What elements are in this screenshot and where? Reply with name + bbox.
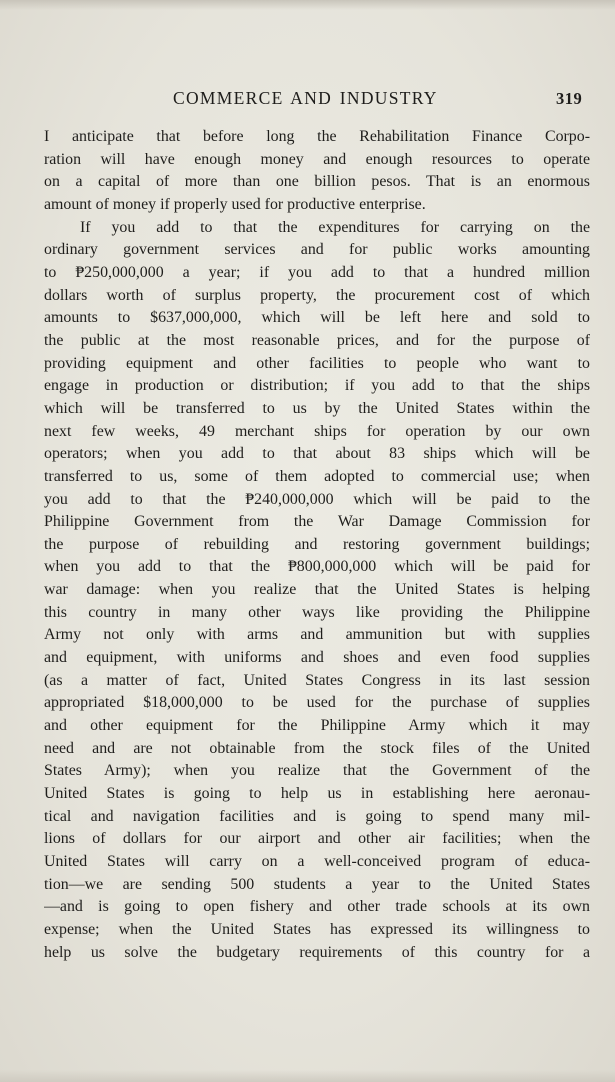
text-line: providing equipment and other facilities to people who want to [44, 354, 590, 372]
text-line: the purpose of rebuilding and restoring government buildings; [44, 535, 590, 553]
text-line: you add to that the ₱240,000,000 which will be paid to the [44, 490, 590, 508]
text-line: United States is going to help us in establishing here aeronau- [44, 785, 590, 803]
running-header [0, 88, 615, 112]
text-line: when you add to that the ₱800,000,000 which will be paid for [44, 558, 590, 576]
text-line: engage in production or distribution; if you add to that the ships [44, 377, 590, 395]
text-line: to ₱250,000,000 a year; if you add to that a hundred million [44, 263, 590, 281]
text-line: Army not only with arms and ammunition but with supplies [44, 626, 590, 644]
text-line: —and is going to open fishery and other trade schools at its own [44, 898, 590, 916]
text-line: ordinary government services and for public works amounting [44, 241, 590, 259]
text-line: Philippine Government from the War Damage Commission for [44, 513, 590, 531]
text-line: the public at the most reasonable prices, and for the purpose of [44, 331, 590, 349]
text-line: lions of dollars for our airport and other air facilities; when the [44, 830, 590, 848]
text-line: transferred to us, some of them adopted to commercial use; when [44, 467, 590, 485]
text-line: this country in many other ways like providing the Philippine [44, 603, 590, 621]
text-line: I anticipate that before long the Rehabilitation Finance Corpo- [44, 128, 590, 145]
text-line: help us solve the budgetary requirements of this country for a [44, 943, 590, 961]
text-line: which will be transferred to us by the United States within the [44, 399, 590, 417]
running-title: COMMERCE AND INDUSTRY [173, 88, 438, 108]
text-line: and equipment, with uniforms and shoes and even food supplies [44, 649, 590, 667]
text-line: dollars worth of surplus property, the procurement cost of which [44, 286, 590, 304]
text-line: on a capital of more than one billion pesos. That is an enormous [44, 173, 590, 191]
text-line: United States will carry on a well-conceived program of educa- [44, 853, 590, 870]
body-text [44, 126, 590, 964]
text-line: next few weeks, 49 merchant ships for operation by our own [44, 422, 590, 440]
text-line: amounts to $637,000,000, which will be left here and sold to [44, 309, 590, 327]
text-line: tion—we are sending 500 students a year to the United States [44, 875, 590, 893]
text-line: (as a matter of fact, United States Congress in its last session [44, 671, 590, 689]
text-line: tical and navigation facilities and is going to spend many mil- [44, 807, 590, 825]
text-line: war damage: when you realize that the United States is helping [44, 581, 590, 599]
page-number: 319 [556, 89, 583, 108]
text-line: amount of money if properly used for productive enterprise. [44, 195, 426, 213]
text-line: expense; when the United States has expressed its willingness to [44, 920, 590, 938]
text-line: appropriated $18,000,000 to be used for the purchase of supplies [44, 694, 590, 712]
text-line: need and are not obtainable from the stock files of the United [44, 739, 590, 757]
text-line: operators; when you add to that about 83 ships which will be [44, 445, 590, 463]
text-line: States Army); when you realize that the Government of the [44, 762, 590, 780]
text-line: ration will have enough money and enough resources to operate [44, 150, 590, 168]
text-line: and other equipment for the Philippine Army which it may [44, 717, 590, 735]
text-line: If you add to that the expenditures for carrying on the [80, 218, 590, 236]
